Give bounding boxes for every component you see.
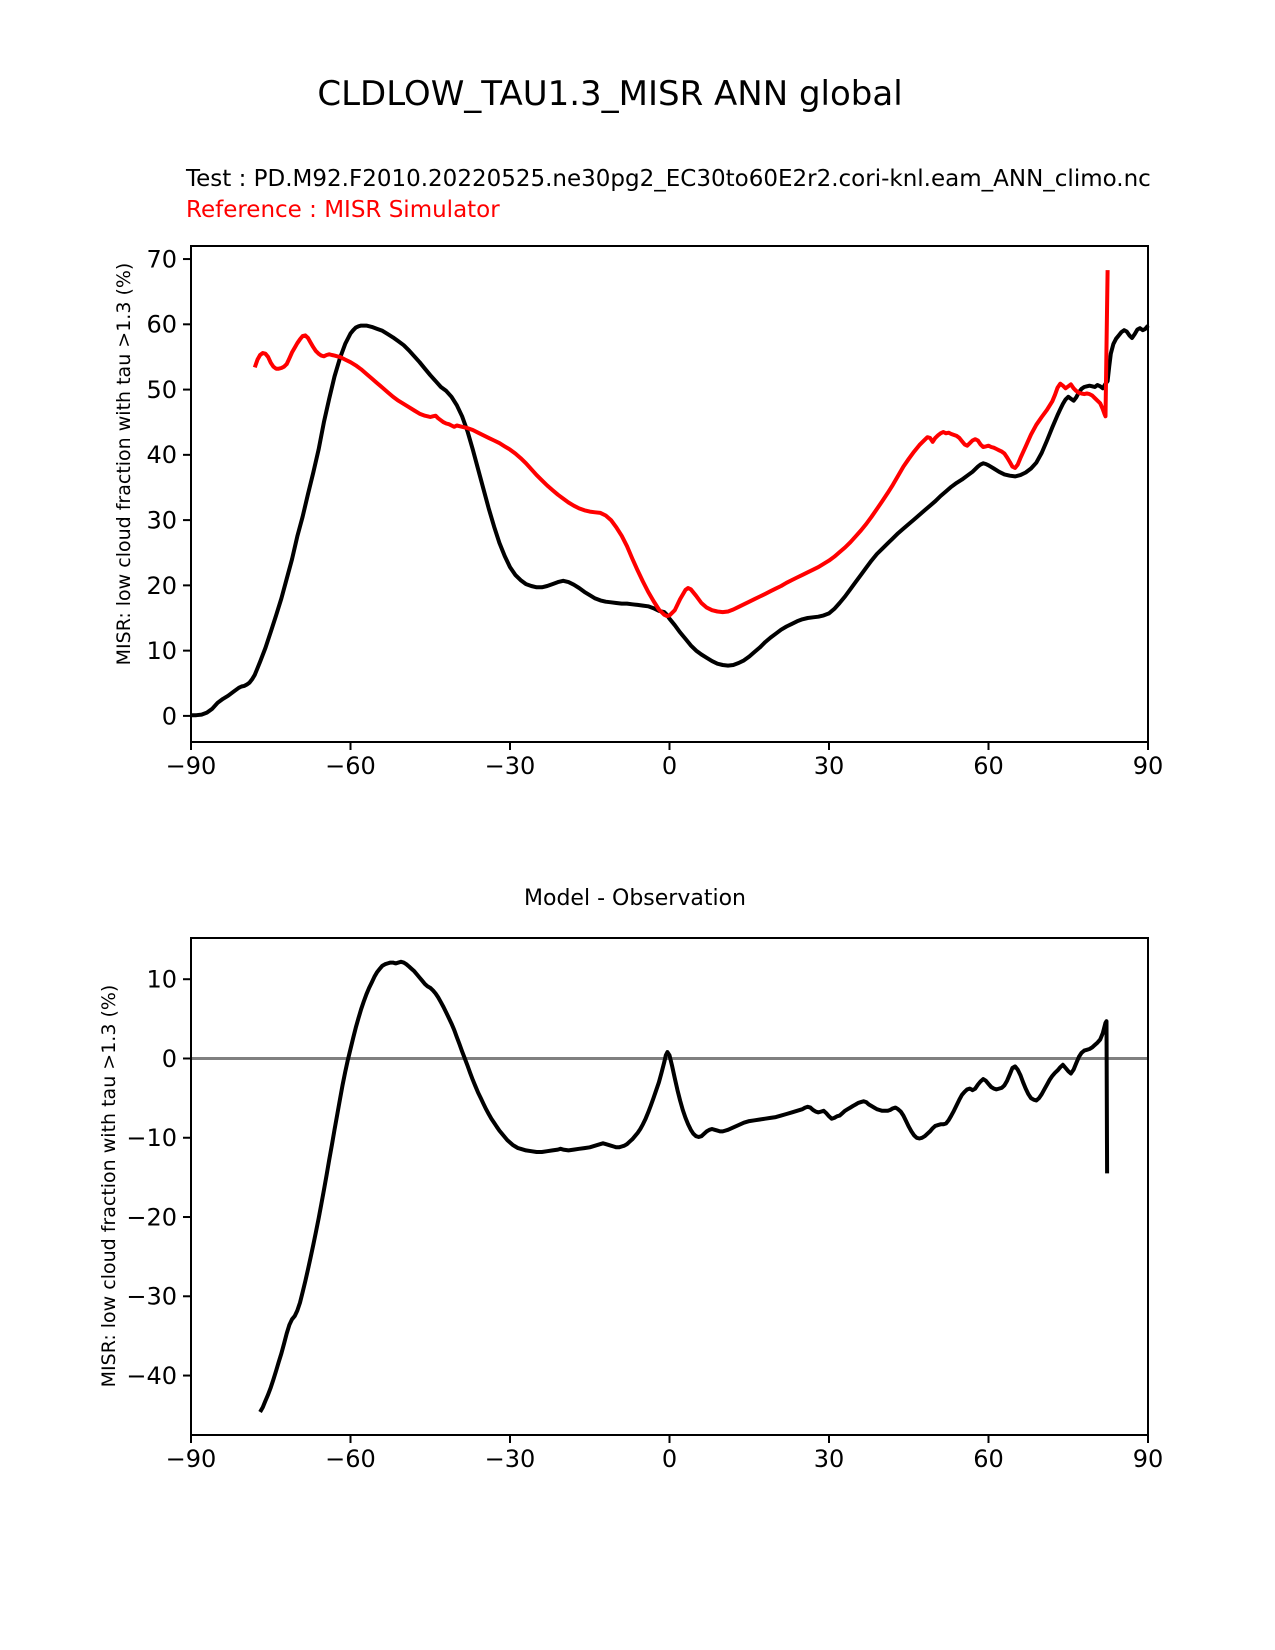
difference-chart-y-tick-label: −40 xyxy=(126,1361,177,1390)
top-chart-x-tick-label: −30 xyxy=(484,752,536,780)
top-chart-series-1-line xyxy=(255,270,1108,616)
difference-chart-title: Model - Observation xyxy=(524,886,746,911)
difference-chart-y-tick-label: −10 xyxy=(126,1124,177,1153)
difference-chart-x-tick-label: −60 xyxy=(325,1445,376,1473)
difference-chart-x-tick-label: 90 xyxy=(1132,1445,1164,1473)
top-chart-x-tick-label: 60 xyxy=(973,752,1004,780)
difference-chart-y-tick-label: −30 xyxy=(126,1282,177,1311)
difference-chart-spines xyxy=(191,938,1148,1435)
top-chart-x-tick-label: 30 xyxy=(813,752,845,780)
top-chart-x-tick-label: −60 xyxy=(325,752,376,780)
difference-chart-x-tick-label: 30 xyxy=(813,1445,845,1473)
top-chart-y-tick-label: 20 xyxy=(146,571,177,600)
difference-chart-y-tick-label: −20 xyxy=(126,1203,177,1232)
top-chart-y-axis-label: MISR: low cloud fraction with tau >1.3 (%) xyxy=(113,262,135,666)
test-dataset-label: Test : PD.M92.F2010.20220525.ne30pg2_EC30to60E2r2.cori-knl.eam_ANN_climo.nc xyxy=(186,166,1151,192)
difference-chart-series-0-line xyxy=(260,962,1107,1412)
difference-chart-x-tick-label: 0 xyxy=(661,1445,678,1473)
reference-dataset-label: Reference : MISR Simulator xyxy=(186,197,500,223)
top-chart-x-tick-label: 0 xyxy=(661,752,678,780)
top-chart-y-tick-label: 10 xyxy=(146,637,177,666)
figure-title: CLDLOW_TAU1.3_MISR ANN global xyxy=(317,74,903,114)
top-chart-series-0-line xyxy=(191,326,1148,716)
top-chart-y-tick-label: 60 xyxy=(146,310,177,339)
difference-chart-y-axis-label: MISR: low cloud fraction with tau >1.3 (%) xyxy=(98,984,120,1388)
top-chart-y-tick-label: 50 xyxy=(146,375,177,404)
difference-chart-x-tick-label: 60 xyxy=(973,1445,1004,1473)
top-chart-x-tick-label: 90 xyxy=(1132,752,1164,780)
top-chart-y-tick-label: 70 xyxy=(146,245,177,274)
difference-chart-x-tick-label: −90 xyxy=(165,1445,217,1473)
top-chart-y-tick-label: 30 xyxy=(146,506,177,535)
top-chart-x-tick-label: −90 xyxy=(165,752,217,780)
top-chart-y-tick-label: 40 xyxy=(146,441,177,470)
difference-chart-y-tick-label: 0 xyxy=(161,1044,177,1073)
top-chart-spines xyxy=(191,246,1148,742)
top-chart-y-tick-label: 0 xyxy=(161,702,177,731)
difference-chart-x-tick-label: −30 xyxy=(484,1445,536,1473)
difference-chart-y-tick-label: 10 xyxy=(146,965,177,994)
